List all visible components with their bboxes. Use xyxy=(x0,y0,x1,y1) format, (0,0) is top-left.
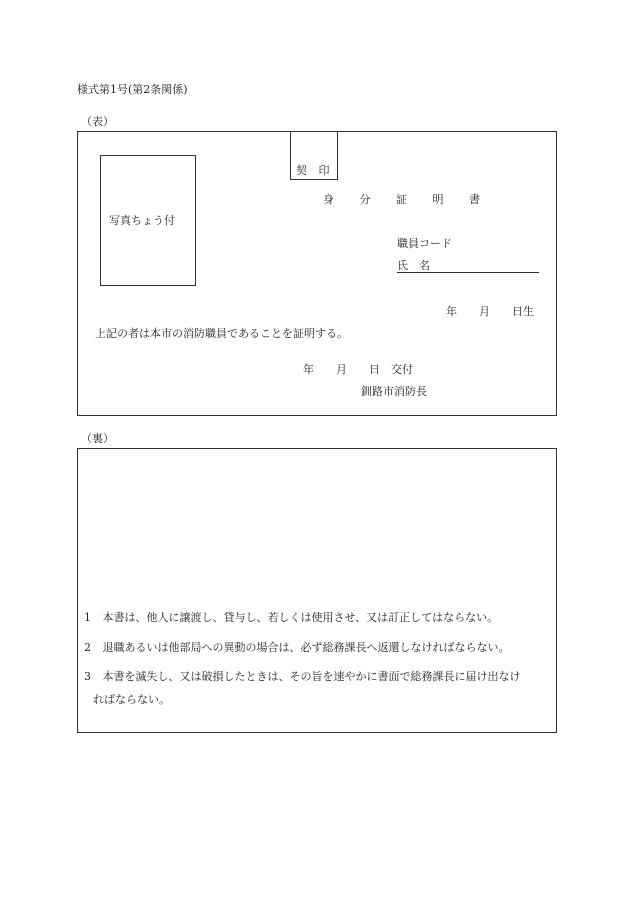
issue-date-label: 年 月 日 交付 xyxy=(303,363,413,376)
staff-code-label: 職員コード xyxy=(397,237,452,250)
note-item xyxy=(84,642,510,653)
note-text: 本書は、他人に譲渡し、貸与し、若しくは使用させ、又は訂正してはならない。 xyxy=(102,611,499,624)
seal-box xyxy=(290,131,338,180)
note-item xyxy=(84,612,498,623)
form-number: 様式第1号(第2条関係) xyxy=(77,83,188,96)
note-number: 3 xyxy=(84,670,91,683)
certificate-title: 身 分 証 明 書 xyxy=(323,193,491,206)
front-card xyxy=(77,131,557,416)
birth-date-label: 年 月 日生 xyxy=(446,305,534,318)
photo-label: 写真ちょう付 xyxy=(109,214,175,227)
note-text: 退職あるいは他部局への異動の場合は、必ず総務課長へ返還しなければならない。 xyxy=(102,641,510,654)
front-side-label: （表） xyxy=(81,115,114,128)
name-label: 氏 名 xyxy=(397,259,430,272)
photo-box xyxy=(100,155,196,286)
issuer-label: 釧路市消防長 xyxy=(361,385,427,398)
note-number: 1 xyxy=(84,611,91,624)
note-continuation: ればならない。 xyxy=(93,693,170,706)
certification-text: 上記の者は本市の消防職員であることを証明する。 xyxy=(95,327,348,340)
back-card xyxy=(77,448,557,733)
note-text: 本書を滅失し、又は破損したときは、その旨を速やかに書面で総務課長に届け出なけ xyxy=(102,670,521,683)
note-number: 2 xyxy=(84,641,91,654)
note-item xyxy=(84,671,521,682)
back-side-label: （裏） xyxy=(81,432,114,445)
name-underline xyxy=(397,272,539,273)
seal-label: 契 印 xyxy=(296,164,334,177)
